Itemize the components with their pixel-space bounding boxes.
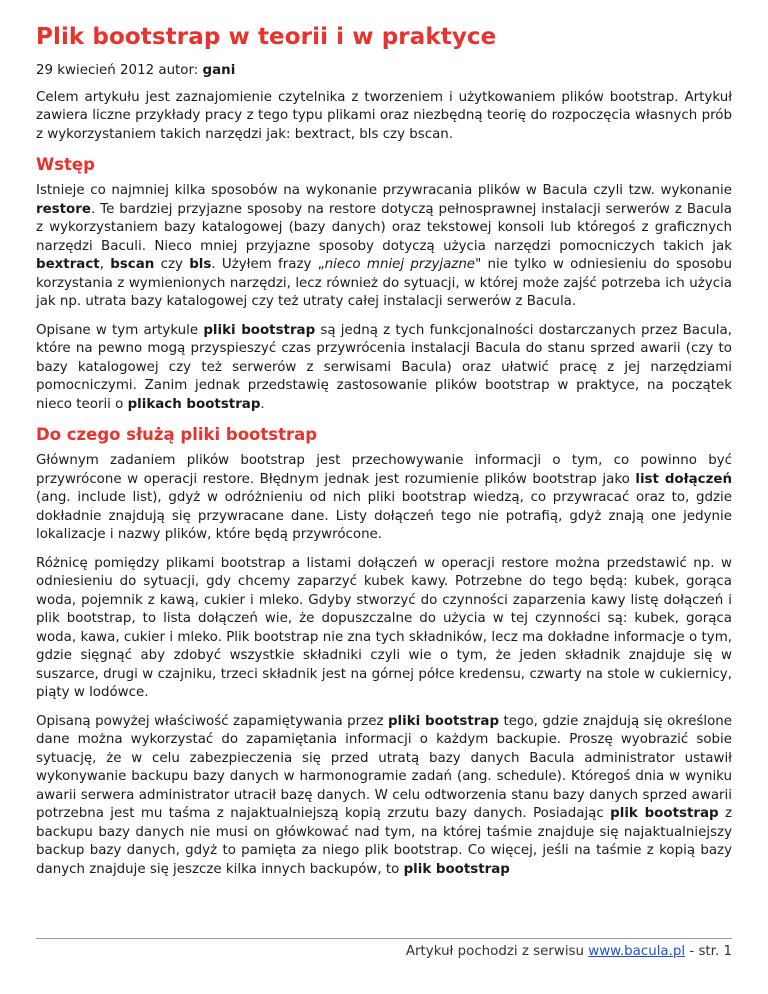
page-title: Plik bootstrap w teorii i w praktyce [36,24,497,50]
author-name: gani [202,63,236,78]
site-link[interactable]: www.bacula.pl [588,944,686,959]
footer-divider [36,938,732,939]
section-heading-intro: Wstęp [36,155,95,174]
article [36,22,732,889]
paragraph: Opisane w tym artykule pliki bootstrap są jedną z tych funkcjonalności dostarczanych przez Bacula, które na pewno mogą przyspieszyć czas przywrócenia instalacji Bacula do stanu sprzed awarii (czy to bazy katalogowej czy też serwerów z serwisami Bacula) oraz ułatwić pracę z jej narzędziami pomocniczymi. Zanim jednak przedstawię zastosowanie plików bootstrap w praktyce, na początek nieco teorii o plikach bootstrap. [36,322,732,412]
paragraph: Różnicę pomiędzy plikami bootstrap a listami dołączeń w operacji restore można przedstawić np. w odniesieniu do sytuacji, gdy chcemy zaparzyć kubek kawy. Potrzebne do tego będą: kubek, gorąca woda, pojemnik z kawą, cukier i mleko. Gdyby stworzyć do czynności zaparzenia kawy listę dołączeń i plik bootstrap, to lista dołączeń wie, że dopuszczalne do użycia w tej czynności są: kubek, gorąca woda, kawa, cukier i mleko. Plik bootstrap nie zna tych składników, lecz ma dokładne informacje o tym, gdzie sięgnąć aby zdobyć wszystkie składniki czyli wie o tym, że jeden składnik znajduje się w suszarce, drugi w czajniku, trzeci składnik jest na górnej półce kredensu, czwarty na stole w cukiernicy, piąty w lodówce. [36,555,732,700]
section-heading-purpose: Do czego służą pliki bootstrap [36,425,318,444]
article-meta [36,62,732,81]
intro-paragraph: Celem artykułu jest zaznajomienie czytelnika z tworzeniem i użytkowaniem plików bootstrap. Artykuł zawiera liczne przykłady pracy z tego typu plikami oraz niezbędną teorię do rozpoczęcia własnych prób z wykorzystaniem takich narzędzi jak: bextract, bls czy bscan. [36,89,732,142]
page-footer: Artykuł pochodzi z serwisu www.bacula.pl - str. 1 [405,944,732,959]
article-date: 29 kwiecień 2012 autor: [36,63,199,78]
paragraph: Istnieje co najmniej kilka sposobów na wykonanie przywracania plików w Bacula czyli tzw. wykonanie restore. Te bardziej przyjazne sposoby na restore dotyczą pełnosprawnej instalacji serwerów z Bacula z wykorzystaniem bazy katalogowej (bazy danych) oraz tekstowej konsoli lub któregoś z graficznych narzędzi Baculi. Nieco mniej przyjazne sposoby dotyczą użycia narzędzi pomocniczych takich jak bextract, bscan czy bls. Użyłem frazy „nieco mniej przyjazne" nie tylko w odniesieniu do sposobu korzystania z wymienionych narzędzi, lecz również do sytuacji, w której może zajść potrzeba ich użycia jak np. utrata bazy katalogowej czy też utraty całej instalacji serwerów z Bacula. [36,183,732,309]
paragraph: Opisaną powyżej właściwość zapamiętywania przez pliki bootstrap tego, gdzie znajdują się określone dane można wykorzystać do zapamiętania informacji o każdym backupie. Proszę wyobrazić sobie sytuację, że w celu zabezpieczenia się przed utratą bazy danych Bacula administrator ustawił wykonywanie backupu bazy danych w harmonogramie zadań (ang. schedule). Któregoś dnia w wyniku awarii serwera administrator utracił bazę danych. W celu odtworzenia stanu bazy danych sprzed awarii potrzebna jest mu taśma z najaktualniejszą kopią zrzutu bazy danych. Posiadając plik bootstrap z backupu bazy danych nie musi on główkować nad tym, na której taśmie znajduje się najaktualniejszy backup bazy danych, gdyż to pamięta za niego plik bootstrap. Co więcej, jeśli na taśmie z kopią bazy danych znajduje się jeszcze kilka innych backupów, to plik bootstrap [36,713,733,877]
paragraph: Głównym zadaniem plików bootstrap jest przechowywanie informacji o tym, co powinno być przywrócone w operacji restore. Błędnym jednak jest rozumienie plików bootstrap jako list dołączeń (ang. include list), gdyż w odróżnieniu od nich pliki bootstrap wiedzą, co przywracać oraz to, gdzie dokładnie znajdują się przywracane dane. Listy dołączeń tego nie potrafią, gdyż znają one jedynie lokalizacje i nazwy plików, które będą przywrócone. [36,453,732,542]
